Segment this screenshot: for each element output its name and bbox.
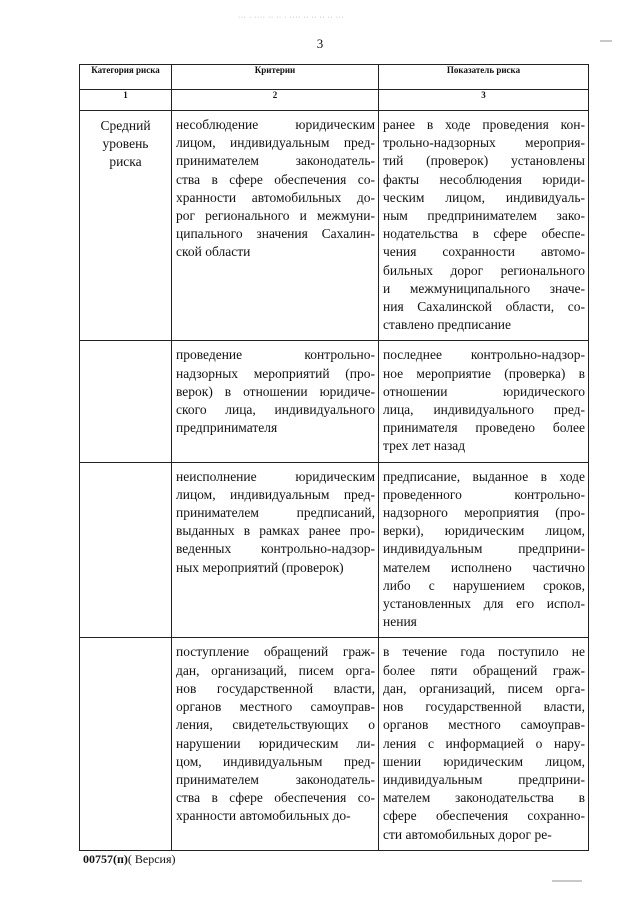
criteria-text-line: хранности автомобильных до-: [176, 189, 375, 205]
risk-category-cell: [80, 341, 172, 462]
criteria-text-line: дан, организаций, писем орга-: [176, 662, 375, 678]
indicator-text-line: нов государственной власти,: [383, 699, 585, 715]
indicator-cell: [379, 341, 589, 462]
indicator-text-line: более пяти обращений граж-: [383, 662, 585, 678]
table-row: [80, 111, 589, 341]
risk-category-cell: [80, 462, 172, 638]
risk-category-line: уровень: [102, 136, 149, 152]
criteria-text-line: принимателем законодатель-: [176, 153, 375, 169]
indicator-text-line: проведенного контрольно-: [383, 486, 585, 502]
risk-category-cell: [80, 111, 172, 341]
criteria-text-line: поступление обращений граж-: [176, 644, 375, 660]
indicator-text-line: мателем законодательства в: [383, 790, 585, 806]
indicator-cell: [379, 462, 589, 638]
indicator-text-line: последнее контрольно-надзор-: [383, 347, 585, 363]
risk-category-cell: [80, 638, 172, 850]
indicator-text-line: либо с нарушением сроков,: [383, 577, 585, 593]
indicator-text-line: лица, индивидуального пред-: [383, 402, 585, 418]
criteria-cell: [172, 462, 379, 638]
criteria-text-line: ления, свидетельствующих о: [176, 717, 375, 733]
column-number-1: 1: [80, 90, 172, 111]
criteria-text-line: ской области: [176, 244, 251, 260]
criteria-text-line: нов государственной власти,: [176, 680, 375, 696]
criteria-text-line: лицом, индивидуальным пред-: [176, 135, 375, 151]
indicator-text-line: шении юридическим лицом,: [383, 753, 585, 769]
indicator-text-line: и межмуниципального значе-: [383, 280, 585, 296]
criteria-text-line: ципального значения Сахалин-: [176, 226, 375, 242]
indicator-text-line: принимателя проведено более: [383, 420, 585, 436]
scan-mark: [552, 880, 582, 882]
criteria-text-line: рог регионального и межмуни-: [176, 208, 375, 224]
indicator-text-line: ния Сахалинской области, со-: [383, 299, 585, 315]
criteria-cell: [172, 111, 379, 341]
risk-criteria-table: [79, 64, 589, 851]
indicator-text-line: чения сохранности автомо-: [383, 244, 585, 260]
indicator-text-line: установленных для его испол-: [383, 596, 585, 612]
criteria-text-line: ства в сфере обеспечения со-: [176, 171, 375, 187]
table-header-row: [80, 65, 589, 90]
criteria-text-line: лицом, индивидуальным пред-: [176, 486, 375, 502]
scan-mark: [600, 40, 612, 42]
criteria-text-line: ского лица, индивидуального: [176, 402, 375, 418]
indicator-cell: [379, 111, 589, 341]
indicator-cell: [379, 638, 589, 850]
criteria-text-line: предпринимателя: [176, 420, 278, 436]
indicator-text-line: ное мероприятие (проверка) в: [383, 365, 585, 381]
indicator-text-line: ным предпринимателем зако-: [383, 208, 585, 224]
indicator-text-line: трольно-надзорных мероприя-: [383, 135, 585, 151]
indicator-text-line: нения: [383, 614, 417, 630]
indicator-text-line: трех лет назад: [383, 438, 466, 454]
criteria-text-line: верок) в отношении юридиче-: [176, 383, 375, 399]
criteria-text-line: цом, индивидуальным пред-: [176, 753, 375, 769]
indicator-text-line: сти автомобильных дорог ре-: [383, 826, 552, 842]
indicator-text-line: ления с информацией о нару-: [383, 735, 585, 751]
indicator-text-line: надзорного мероприятия (про-: [383, 505, 585, 521]
indicator-text-line: индивидуальным предприни-: [383, 541, 585, 557]
column-number-row: [80, 90, 589, 111]
criteria-text-line: надзорных мероприятий (про-: [176, 365, 375, 381]
risk-category-line: риска: [109, 154, 142, 170]
criteria-text-line: принимателем предписаний,: [176, 505, 375, 521]
indicator-text-line: бильных дорог регионального: [383, 262, 585, 278]
column-number-2: 2: [172, 90, 379, 111]
column-number-3: 3: [379, 90, 589, 111]
indicator-text-line: мателем исполнено частично: [383, 559, 585, 575]
criteria-text-line: нарушении юридическим ли-: [176, 735, 375, 751]
header-risk-category: Категория риска: [80, 65, 172, 90]
scan-artifact-text: ··· · ···· ·· ·· · ···· ·· ·· ·· ·· ···: [238, 14, 345, 21]
header-risk-indicator: Показатель риска: [379, 65, 589, 90]
indicator-text-line: сфере обеспечения сохранно-: [383, 808, 585, 824]
indicator-text-line: тий (проверок) установлены: [383, 153, 585, 169]
indicator-text-line: ранее в ходе проведения кон-: [383, 117, 585, 132]
indicator-text-line: факты несоблюдения юриди-: [383, 171, 585, 187]
criteria-text-line: органов местного самоуправ-: [176, 699, 375, 715]
indicator-text-line: ставлено предписание: [383, 317, 512, 333]
criteria-text-line: проведение контрольно-: [176, 347, 375, 363]
indicator-text-line: верки), юридическим лицом,: [383, 523, 585, 539]
criteria-text-line: веденных контрольно-надзор-: [176, 541, 375, 557]
table-row: [80, 462, 589, 638]
criteria-text-line: принимателем законодатель-: [176, 771, 375, 787]
table-row: [80, 638, 589, 850]
indicator-text-line: нодательства в сфере обеспе-: [383, 226, 585, 242]
document-code: 00757(п): [83, 852, 128, 866]
criteria-cell: [172, 341, 379, 462]
indicator-text-line: ческим лицом, индивидуаль-: [383, 189, 585, 205]
indicator-text-line: дан, организаций, писем орга-: [383, 680, 585, 696]
criteria-text-line: хранности автомобильных до-: [176, 808, 351, 824]
document-version: ( Версия): [127, 852, 176, 866]
table-row: [80, 341, 589, 462]
criteria-text-line: неисполнение юридическим: [176, 468, 375, 484]
indicator-text-line: органов местного самоуправ-: [383, 717, 585, 733]
indicator-text-line: предписание, выданное в ходе: [383, 468, 585, 484]
criteria-text-line: ных мероприятий (проверок): [176, 559, 344, 575]
header-criteria: Критерии: [172, 65, 379, 90]
page-number: 3: [316, 36, 324, 51]
criteria-cell: [172, 638, 379, 850]
document-footer: [83, 852, 176, 867]
risk-category-label: [80, 111, 171, 172]
risk-category-line: Средний: [100, 118, 151, 133]
indicator-text-line: отношении юридического: [383, 383, 585, 399]
criteria-text-line: несоблюдение юридическим: [176, 117, 375, 132]
criteria-text-line: ства в сфере обеспечения со-: [176, 790, 375, 806]
criteria-text-line: выданных в рамках ранее про-: [176, 523, 375, 539]
indicator-text-line: индивидуальным предприни-: [383, 771, 585, 787]
indicator-text-line: в течение года поступило не: [383, 644, 585, 660]
